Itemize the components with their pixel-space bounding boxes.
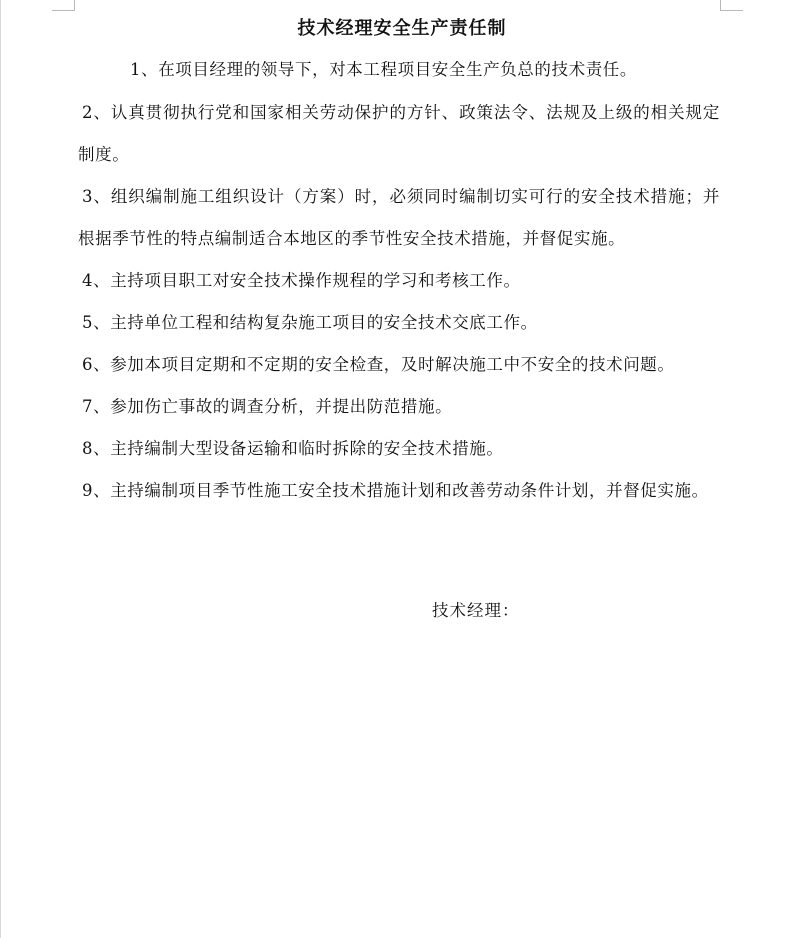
paragraph-6: 6、参加本项目定期和不定期的安全检查，及时解决施工中不安全的技术问题。 [82, 355, 675, 374]
paragraph-8: 8、主持编制大型设备运输和临时拆除的安全技术措施。 [82, 439, 504, 458]
margin-marker-top-left [52, 0, 75, 11]
document-title: 技术经理安全生产责任制 [297, 18, 507, 39]
signature-label: 技术经理： [432, 601, 520, 620]
paragraph-4: 4、主持项目职工对安全技术操作规程的学习和考核工作。 [82, 271, 521, 290]
page-left-edge [0, 0, 1, 938]
paragraph-5: 5、主持单位工程和结构复杂施工项目的安全技术交底工作。 [82, 313, 538, 332]
paragraph-9: 9、主持编制项目季节性施工安全技术措施计划和改善劳动条件计划，并督促实施。 [82, 481, 709, 500]
paragraph-7: 7、参加伤亡事故的调查分析，并提出防范措施。 [82, 397, 453, 416]
document-body [78, 16, 720, 512]
paragraph-3: 3、组织编制施工组织设计（方案）时，必须同时编制切实可行的安全技术措施；并根据季节性的特点编制适合本地区的季节性安全技术措施，并督促实施。 [78, 187, 720, 248]
margin-marker-top-right [720, 0, 743, 11]
paragraph-2: 2、认真贯彻执行党和国家相关劳动保护的方针、政策法令、法规及上级的相关规定制度。 [78, 103, 720, 164]
paragraph-1: 1、在项目经理的领导下，对本工程项目安全生产负总的技术责任。 [130, 60, 637, 79]
